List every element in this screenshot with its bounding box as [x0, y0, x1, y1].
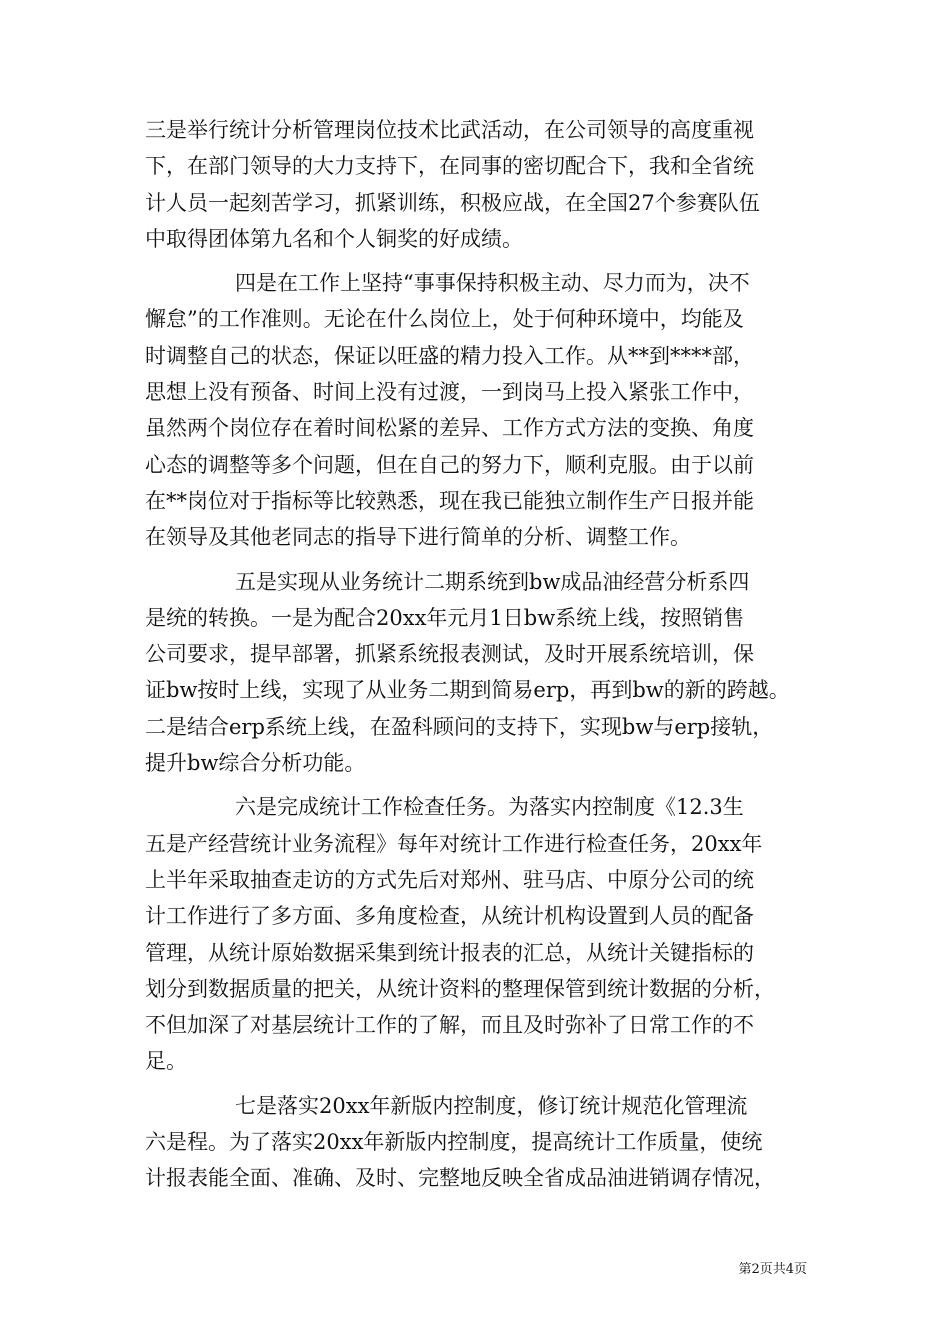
- text-line: 三是举行统计分析管理岗位技术比武活动，在公司领导的高度重视: [145, 118, 754, 142]
- paragraph-6: [145, 789, 817, 1079]
- paragraph-7: [145, 1088, 817, 1197]
- body-text: [145, 112, 817, 1205]
- text-line: 计人员一起刻苦学习，抓紧训练，积极应战，在全国27个参赛队伍: [145, 190, 760, 215]
- text-line: 中取得团体第九名和个人铜奖的好成绩。: [145, 226, 523, 251]
- text-line: 五是产经营统计业务流程》每年对统计工作进行检查任务，20xx年: [145, 831, 763, 856]
- text-line: 思想上没有预备、时间上没有过渡，一到岗马上投入紧张工作中，: [145, 380, 754, 405]
- text-line: 是统的转换。一是为配合20xx年元月1日bw系统上线，按照销售: [145, 605, 745, 630]
- text-line: 五是实现从业务统计二期系统到bw成品油经营分析系四: [235, 569, 750, 594]
- text-line: 足。: [145, 1049, 187, 1074]
- text-line: 上半年采取抽查走访的方式先后对郑州、驻马店、中原分公司的统: [145, 867, 754, 892]
- paragraph-4: [145, 265, 817, 555]
- paragraph-3: [145, 112, 817, 257]
- text-line: 时调整自己的状态，保证以旺盛的精力投入工作。从**到****部，: [145, 343, 754, 368]
- text-line: 公司要求，提早部署，抓紧系统报表测试，及时开展系统培训，保: [145, 642, 754, 667]
- page-number-footer: 第2页共4页: [738, 1262, 807, 1277]
- text-line: 提升bw综合分析功能。: [145, 751, 366, 776]
- text-line: 七是落实20xx年新版内控制度，修订统计规范化管理流: [235, 1093, 748, 1118]
- text-line: 虽然两个岗位存在着时间松紧的差异、工作方式方法的变换、角度: [145, 416, 754, 441]
- text-line: 计工作进行了多方面、多角度检查，从统计机构设置到人员的配备: [145, 904, 754, 929]
- text-line: 二是结合erp系统上线，在盈科顾问的支持下，实现bw与erp接轨，: [145, 714, 774, 739]
- paragraph-5: [145, 564, 817, 782]
- text-line: 六是程。为了落实20xx年新版内控制度，提高统计工作质量，使统: [145, 1130, 763, 1155]
- text-line: 四是在工作上坚持“事事保持积极主动、尽力而为，决不: [235, 271, 750, 296]
- text-line: 管理，从统计原始数据采集到统计报表的汇总，从统计关键指标的: [145, 940, 754, 965]
- text-line: 下，在部门领导的大力支持下，在同事的密切配合下，我和全省统: [145, 154, 754, 179]
- text-line: 不但加深了对基层统计工作的了解，而且及时弥补了日常工作的不: [145, 1013, 754, 1038]
- text-line: 计报表能全面、准确、及时、完整地反映全省成品油进销调存情况，: [145, 1166, 775, 1191]
- text-line: 证bw按时上线，实现了从业务二期到简易erp，再到bw的新的跨越。: [145, 678, 790, 703]
- text-line: 在领导及其他老同志的指导下进行简单的分析、调整工作。: [145, 525, 691, 550]
- text-line: 懈怠”的工作准则。无论在什么岗位上，处于何种环境中，均能及: [145, 307, 744, 332]
- text-line: 六是完成统计工作检查任务。为落实内控制度《12.3生: [235, 795, 744, 820]
- text-line: 心态的调整等多个问题，但在自己的努力下，顺利克服。由于以前: [145, 452, 754, 477]
- text-line: 划分到数据质量的把关，从统计资料的整理保管到统计数据的分析，: [145, 976, 775, 1001]
- text-line: 在**岗位对于指标等比较熟悉，现在我已能独立制作生产日报并能: [145, 488, 754, 513]
